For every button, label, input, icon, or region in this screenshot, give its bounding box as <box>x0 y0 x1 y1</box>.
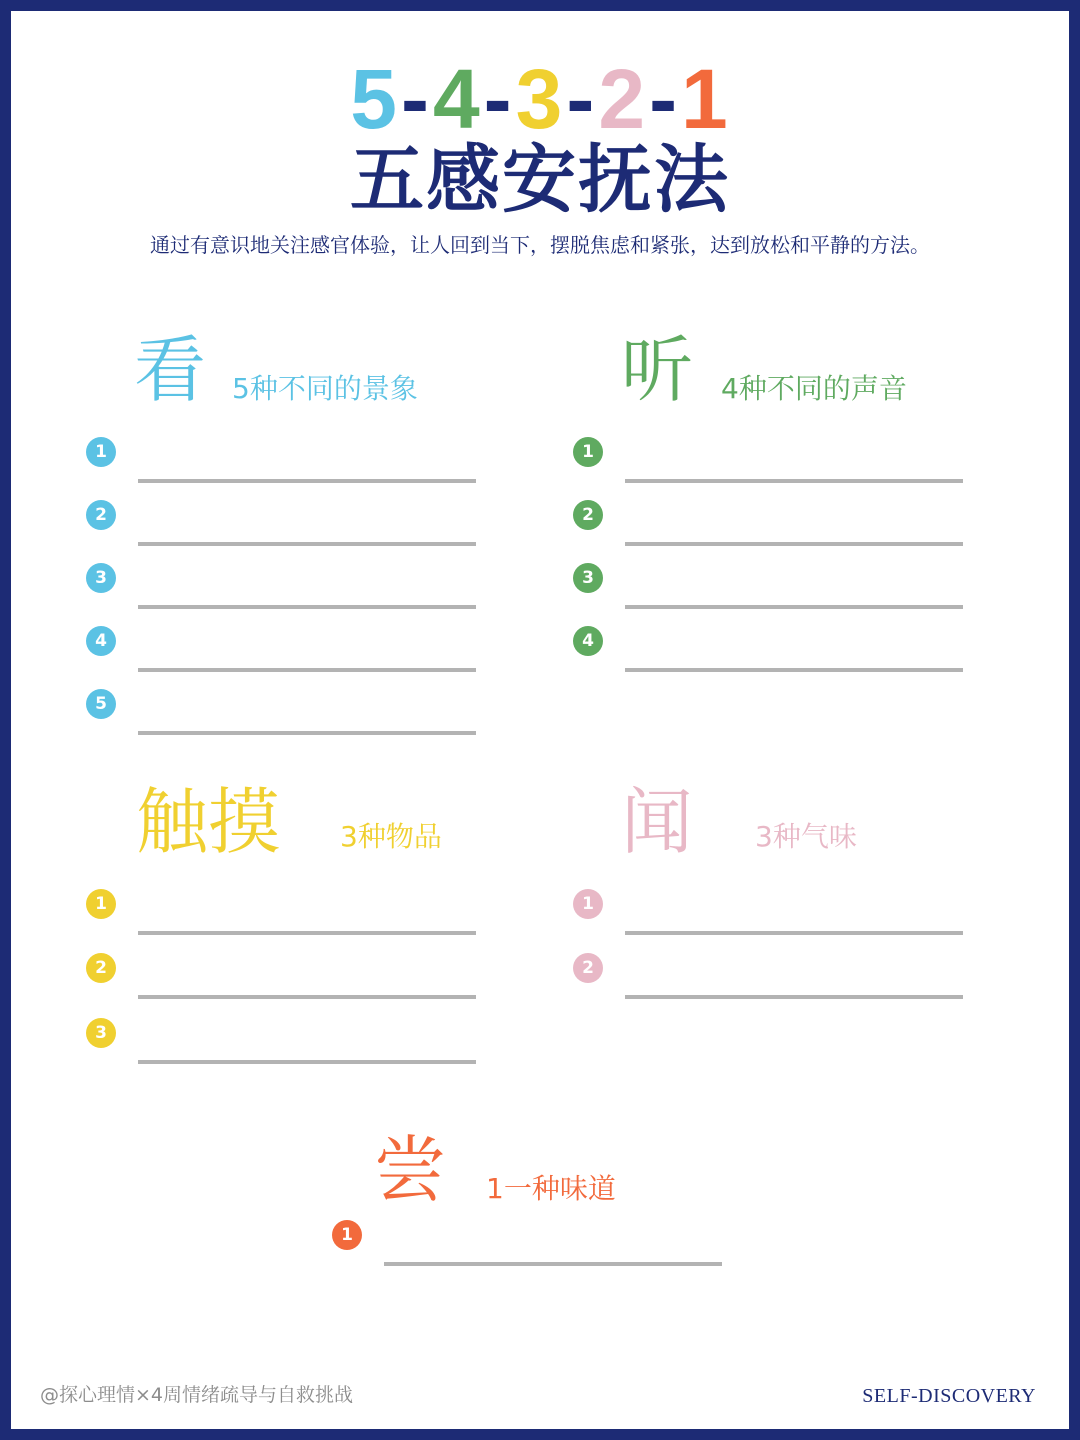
answer-row <box>86 689 506 739</box>
sense-hint-taste: 1一种味道 <box>486 1172 616 1205</box>
sense-hint-touch: 3种物品 <box>340 820 442 853</box>
footer-brand: SELF-DISCOVERY <box>862 1385 1036 1407</box>
separator: - <box>566 52 597 146</box>
answer-row <box>573 437 993 487</box>
answer-line[interactable] <box>138 931 476 935</box>
answer-line[interactable] <box>625 542 963 546</box>
answer-row <box>573 889 993 939</box>
number-badge: 3 <box>86 563 116 593</box>
answer-row <box>86 437 506 487</box>
sense-word-see: 看 <box>134 328 207 412</box>
number-badge: 2 <box>86 500 116 530</box>
answer-line[interactable] <box>138 605 476 609</box>
section-touch <box>86 780 506 1080</box>
answer-row <box>86 953 506 1003</box>
section-see <box>86 330 506 750</box>
answer-line[interactable] <box>138 731 476 735</box>
answer-line[interactable] <box>138 479 476 483</box>
digit-sequence <box>0 52 1080 146</box>
number-badge: 1 <box>332 1220 362 1250</box>
digit-2: 2 <box>598 52 648 146</box>
sense-hint-smell: 3种气味 <box>755 820 857 853</box>
digit-1: 1 <box>681 52 730 146</box>
answer-row <box>573 626 993 676</box>
answer-row <box>573 500 993 550</box>
answer-line[interactable] <box>138 1060 476 1064</box>
digit-3: 3 <box>515 52 565 146</box>
answer-line[interactable] <box>138 542 476 546</box>
number-badge: 1 <box>86 889 116 919</box>
answer-row <box>573 563 993 613</box>
sense-word-touch: 触摸 <box>136 780 281 864</box>
answer-line[interactable] <box>138 668 476 672</box>
separator: - <box>649 52 680 146</box>
page-title: 五感安抚法 <box>350 137 730 223</box>
answer-row <box>86 1018 506 1068</box>
number-badge: 2 <box>573 500 603 530</box>
separator: - <box>483 52 514 146</box>
answer-row <box>86 563 506 613</box>
answer-line[interactable] <box>625 479 963 483</box>
answer-row <box>332 1220 752 1270</box>
answer-line[interactable] <box>625 668 963 672</box>
number-badge: 4 <box>86 626 116 656</box>
number-badge: 1 <box>86 437 116 467</box>
answer-line[interactable] <box>625 995 963 999</box>
number-badge: 2 <box>573 953 603 983</box>
number-badge: 3 <box>86 1018 116 1048</box>
sense-hint-hear: 4种不同的声音 <box>721 372 907 405</box>
answer-line[interactable] <box>384 1262 722 1266</box>
answer-line[interactable] <box>625 931 963 935</box>
digit-5: 5 <box>350 52 399 146</box>
sense-hint-see: 5种不同的景象 <box>232 372 418 405</box>
answer-row <box>86 626 506 676</box>
answer-line[interactable] <box>625 605 963 609</box>
answer-row <box>573 953 993 1003</box>
section-hear <box>573 330 993 690</box>
section-taste <box>332 1130 752 1290</box>
number-badge: 3 <box>573 563 603 593</box>
number-badge: 5 <box>86 689 116 719</box>
answer-line[interactable] <box>138 995 476 999</box>
answer-row <box>86 500 506 550</box>
intro-text: 通过有意识地关注感官体验，让人回到当下，摆脱焦虑和紧张，达到放松和平静的方法。 <box>150 233 930 257</box>
separator: - <box>400 52 431 146</box>
answer-row <box>86 889 506 939</box>
section-smell <box>573 780 993 1020</box>
number-badge: 1 <box>573 437 603 467</box>
footer-credit: @探心理情×4周情绪疏导与自救挑战 <box>40 1384 354 1406</box>
number-badge: 2 <box>86 953 116 983</box>
sense-word-smell: 闻 <box>621 780 694 864</box>
digit-4: 4 <box>432 52 482 146</box>
sense-word-hear: 听 <box>621 328 694 412</box>
number-badge: 1 <box>573 889 603 919</box>
sense-word-taste: 尝 <box>374 1128 447 1212</box>
number-badge: 4 <box>573 626 603 656</box>
